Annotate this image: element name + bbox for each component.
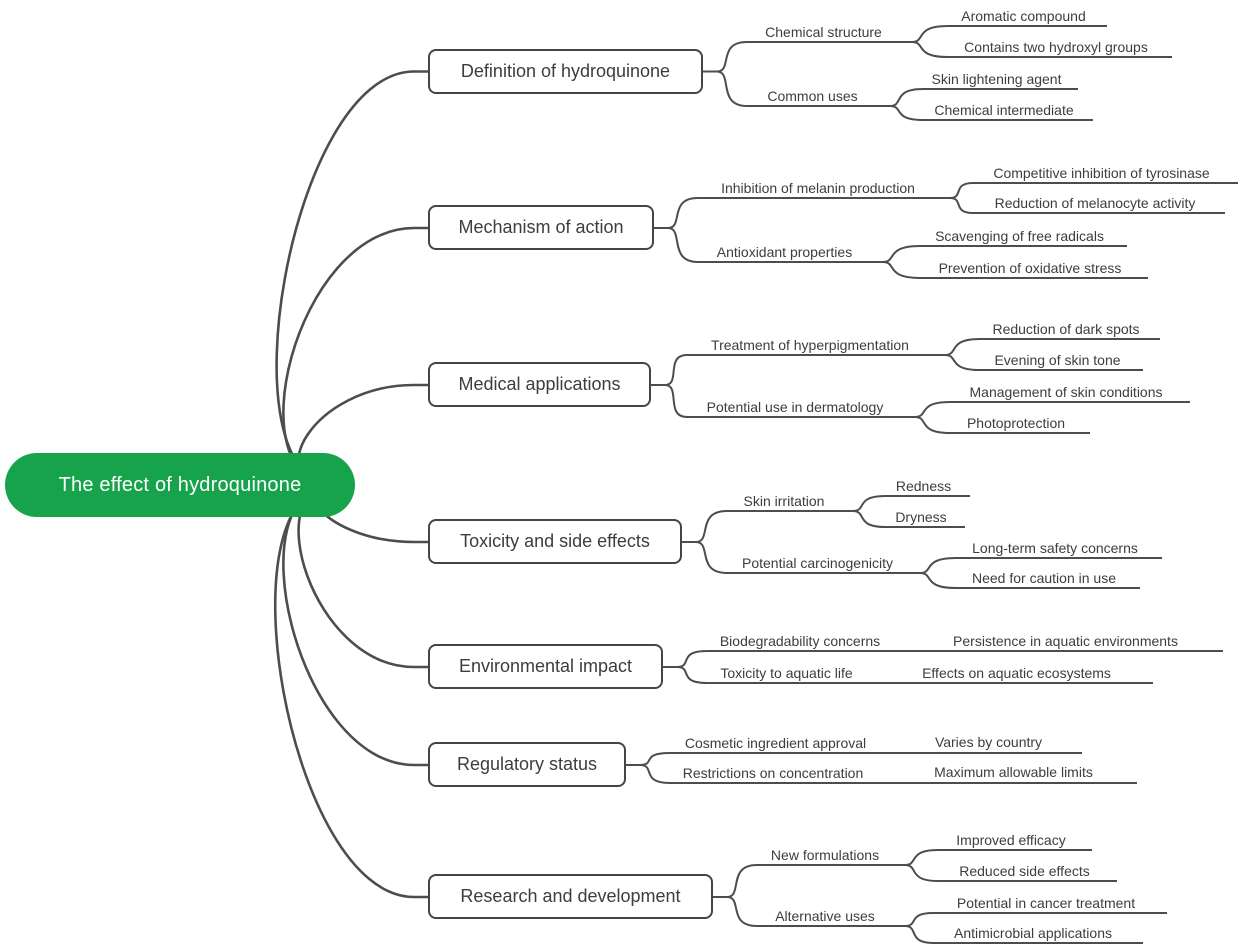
leaf-photoprotection[interactable]: Photoprotection (966, 415, 1066, 431)
link-definition-chemical-structure (717, 42, 912, 72)
leaf-persistence-in-aquatic-environments[interactable]: Persistence in aquatic environments (953, 633, 1178, 649)
branch-medical-applications[interactable]: Medical applications (428, 362, 651, 407)
link-research-new-formulations (727, 865, 905, 897)
leaf-chemical-intermediate[interactable]: Chemical intermediate (934, 102, 1074, 118)
subtopic-chemical-structure[interactable]: Chemical structure (765, 24, 882, 40)
leaf-reduction-of-melanocyte-activity[interactable]: Reduction of melanocyte activity (994, 195, 1196, 211)
leaf-redness[interactable]: Redness (895, 478, 952, 494)
subtopic-potential-use-in-dermatology[interactable]: Potential use in dermatology (706, 399, 884, 415)
subtopic-restrictions-on-concentration[interactable]: Restrictions on concentration (682, 765, 864, 781)
leaf-varies-by-country[interactable]: Varies by country (934, 734, 1043, 750)
subtopic-cosmetic-ingredient-approval[interactable]: Cosmetic ingredient approval (684, 735, 867, 751)
branch-definition-of-hydroquinone[interactable]: Definition of hydroquinone (428, 49, 703, 94)
branch-research-and-development[interactable]: Research and development (428, 874, 713, 919)
subtopic-potential-carcinogenicity[interactable]: Potential carcinogenicity (742, 555, 893, 571)
leaf-long-term-safety-concerns[interactable]: Long-term safety concerns (972, 540, 1138, 556)
leaf-improved-efficacy[interactable]: Improved efficacy (956, 832, 1066, 848)
subtopic-alternative-uses[interactable]: Alternative uses (775, 908, 875, 924)
leaf-competitive-inhibition-of-tyrosinase[interactable]: Competitive inhibition of tyrosinase (993, 165, 1210, 181)
leaf-effects-on-aquatic-ecosystems[interactable]: Effects on aquatic ecosystems (922, 665, 1111, 681)
leaf-reduced-side-effects[interactable]: Reduced side effects (959, 863, 1090, 879)
leaf-management-of-skin-conditions[interactable]: Management of skin conditions (969, 384, 1163, 400)
leaf-dryness[interactable]: Dryness (895, 509, 947, 525)
subtopic-antioxidant-properties[interactable]: Antioxidant properties (716, 244, 853, 260)
root-node[interactable]: The effect of hydroquinone (5, 453, 355, 517)
subtopic-toxicity-to-aquatic-life[interactable]: Toxicity to aquatic life (720, 665, 853, 681)
branch-toxicity-and-side-effects[interactable]: Toxicity and side effects (428, 519, 682, 564)
leaf-antimicrobial-applications[interactable]: Antimicrobial applications (954, 925, 1112, 941)
link-mechanism-inhibition (668, 198, 950, 228)
link-root-mechanism (283, 228, 428, 485)
leaf-potential-in-cancer-treatment[interactable]: Potential in cancer treatment (956, 895, 1136, 911)
leaf-maximum-allowable-limits[interactable]: Maximum allowable limits (934, 764, 1093, 780)
leaf-prevention-of-oxidative-stress[interactable]: Prevention of oxidative stress (938, 260, 1122, 276)
branch-environmental-impact[interactable]: Environmental impact (428, 644, 663, 689)
leaf-evening-of-skin-tone[interactable]: Evening of skin tone (994, 352, 1121, 368)
link-root-research (275, 485, 428, 897)
subtopic-treatment-of-hyperpigmentation[interactable]: Treatment of hyperpigmentation (711, 337, 909, 353)
branch-mechanism-of-action[interactable]: Mechanism of action (428, 205, 654, 250)
leaf-reduction-of-dark-spots[interactable]: Reduction of dark spots (992, 321, 1140, 337)
link-medical-hyperpigmentation (665, 355, 945, 385)
link-root-definition (277, 72, 428, 486)
link-toxicity-skin-irritation (696, 511, 853, 542)
leaf-need-for-caution-in-use[interactable]: Need for caution in use (972, 570, 1116, 586)
branch-regulatory-status[interactable]: Regulatory status (428, 742, 626, 787)
subtopic-biodegradability-concerns[interactable]: Biodegradability concerns (719, 633, 881, 649)
leaf-contains-two-hydroxyl-groups[interactable]: Contains two hydroxyl groups (964, 39, 1148, 55)
subtopic-inhibition-of-melanin-production[interactable]: Inhibition of melanin production (721, 180, 915, 196)
subtopic-common-uses[interactable]: Common uses (767, 88, 858, 104)
leaf-skin-lightening-agent[interactable]: Skin lightening agent (931, 71, 1062, 87)
subtopic-new-formulations[interactable]: New formulations (770, 847, 880, 863)
subtopic-skin-irritation[interactable]: Skin irritation (743, 493, 825, 509)
link-root-regulatory (283, 485, 428, 765)
leaf-scavenging-of-free-radicals[interactable]: Scavenging of free radicals (935, 228, 1104, 244)
leaf-aromatic-compound[interactable]: Aromatic compound (961, 8, 1086, 24)
